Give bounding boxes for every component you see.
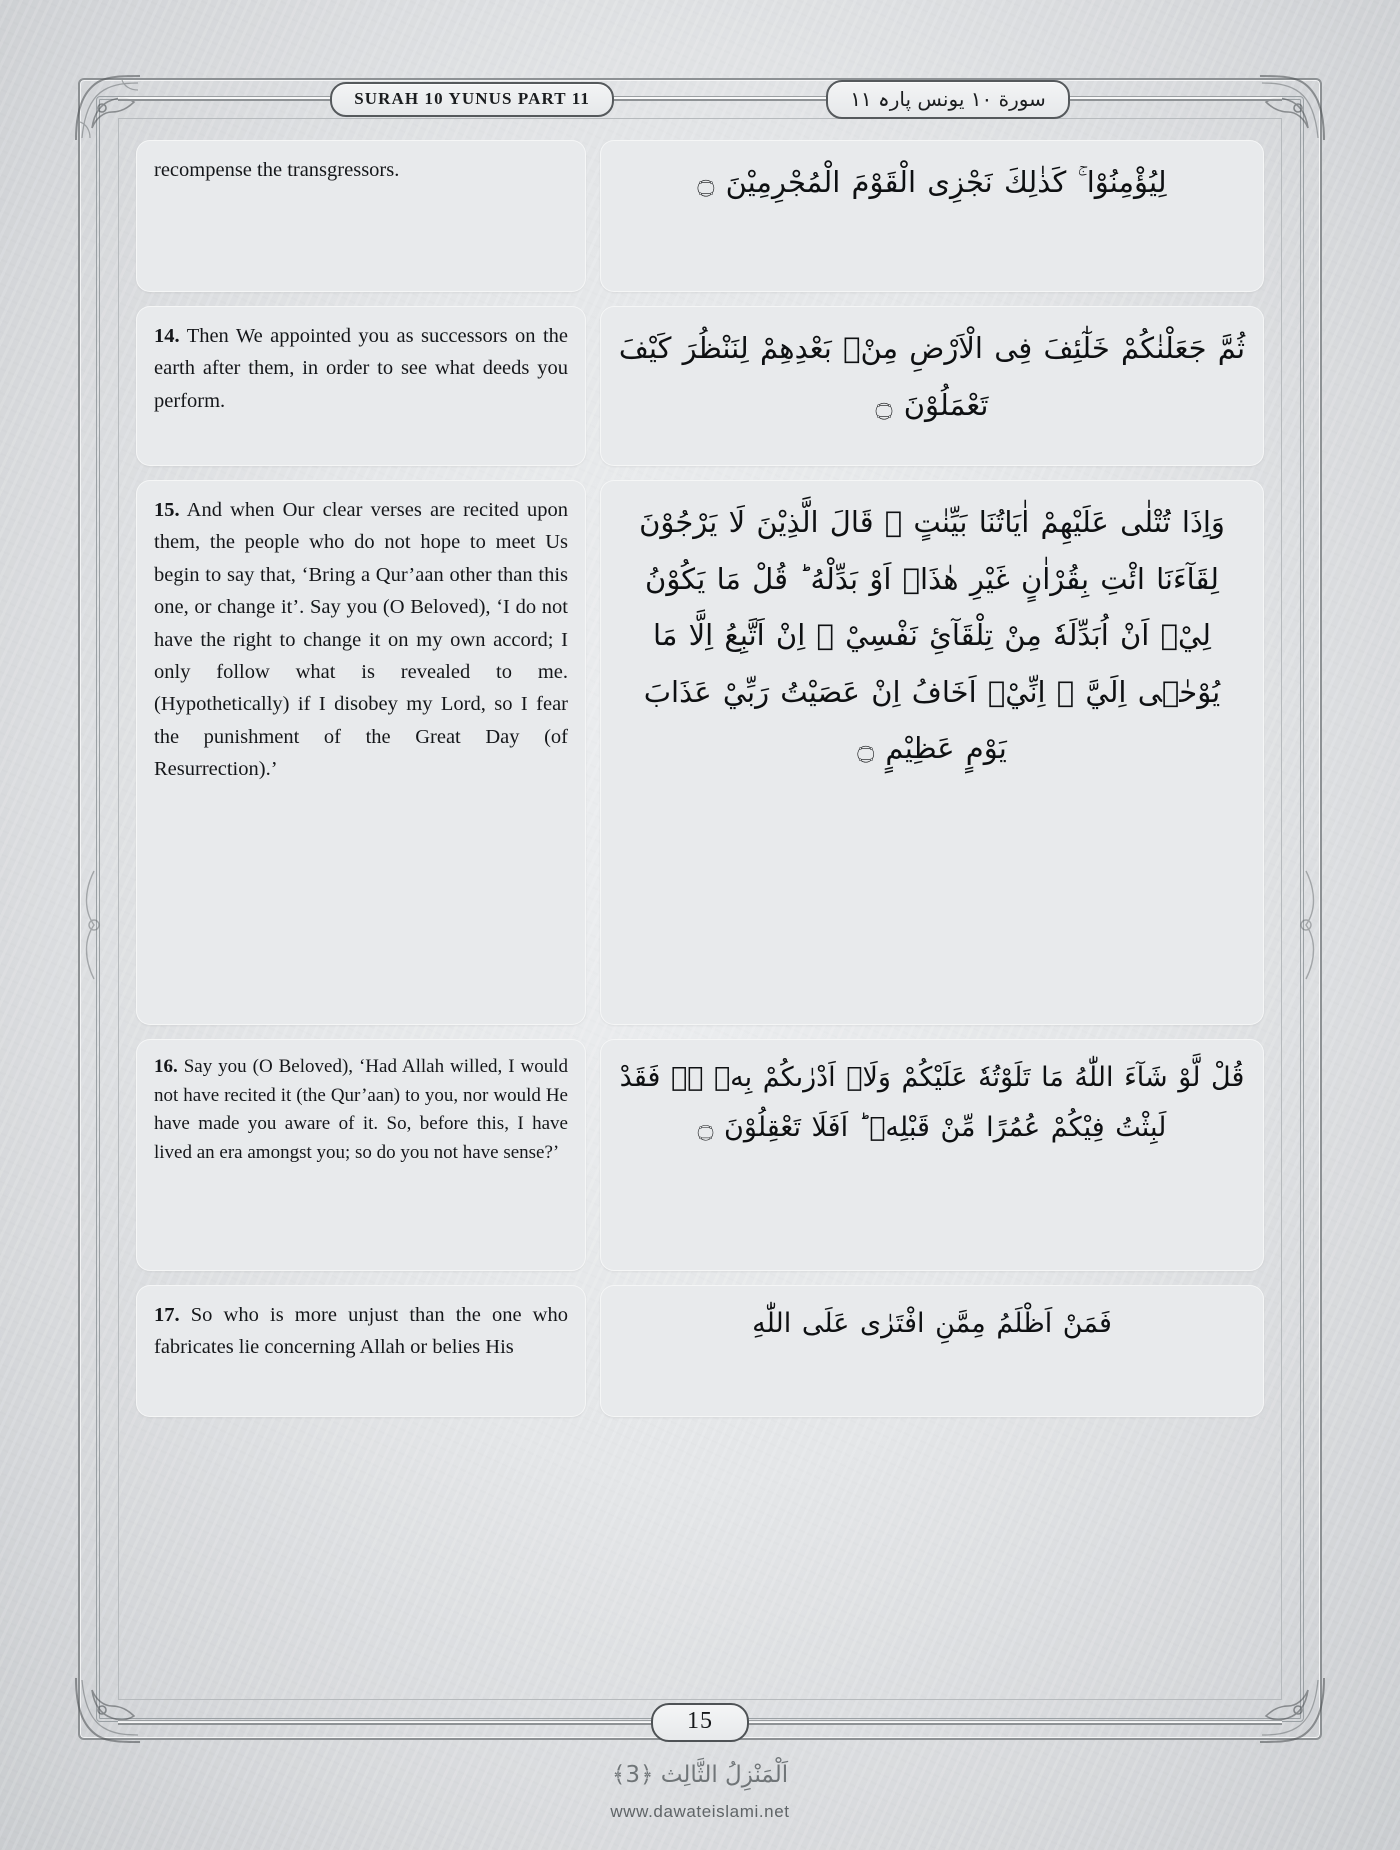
english-translation-column bbox=[136, 140, 586, 1682]
verse-body: So who is more unjust than the one who fabricates lie concerning Allah or belies His bbox=[154, 1304, 568, 1359]
website-url: www.dawateislami.net bbox=[610, 1802, 790, 1821]
arabic-verse-block bbox=[600, 480, 1264, 1025]
verse-number: 16. bbox=[154, 1056, 178, 1077]
arabic-verse-text: ثُمَّ جَعَلْنٰكُمْ خَلٰٓئِفَ فِى الْاَرْضِ مِنْۢ بَعْدِهِمْ لِنَنْظُرَ كَيْفَ تَعْمَلُوْنَ ۝ bbox=[618, 331, 1246, 422]
verse-number: 14. bbox=[154, 325, 180, 347]
english-verse-block bbox=[136, 140, 586, 292]
english-verse-block bbox=[136, 306, 586, 466]
juz-title-pill bbox=[826, 80, 1070, 119]
surah-title-text: SURAH 10 YUNUS PART 11 bbox=[354, 88, 590, 108]
arabic-verse-block bbox=[600, 306, 1264, 466]
english-verse-block bbox=[136, 1039, 586, 1271]
arabic-verse-block bbox=[600, 140, 1264, 292]
page-footer bbox=[118, 1703, 1282, 1742]
page-number: 15 bbox=[651, 1703, 749, 1742]
header-rule-center bbox=[614, 95, 826, 103]
arabic-verse-text: لِيُؤْمِنُوْا ۚ كَذٰلِكَ نَجْزِى الْقَوْمَ الْمُجْرِمِيْنَ ۝ bbox=[697, 165, 1167, 199]
english-verse-block bbox=[136, 1285, 586, 1417]
side-flourish-icon bbox=[74, 865, 114, 985]
arabic-text-column bbox=[600, 140, 1264, 1682]
arabic-verse-text: قُلْ لَّوْ شَآءَ اللّٰهُ مَا تَلَوْتُهٗ عَلَيْكُمْ وَلَاۤ اَدْرٰىكُمْ بِهٖ ۫ۖ فَقَدْ لَبِثْتُ فِيْكُمْ عُمُرًا مِّنْ قَبْلِهٖ ؕ اَفَلَا تَعْقِلُوْنَ ۝ bbox=[619, 1062, 1245, 1143]
arabic-verse-text: فَمَنْ اَظْلَمُ مِمَّنِ افْتَرٰى عَلَى اللّٰهِ bbox=[752, 1308, 1112, 1339]
surah-title-pill bbox=[330, 82, 614, 117]
footer-rule-left bbox=[118, 1719, 651, 1727]
english-verse-text bbox=[154, 320, 568, 417]
verse-body: Say you (O Beloved), ‘Had Allah willed, I would not have recited it (the Qur’aan) to you, nor would He have made you aware of it. So, before this, I have lived an era amongst you; so do you not have sense?’ bbox=[154, 1056, 569, 1163]
arabic-verse-block bbox=[600, 1039, 1264, 1271]
manzil-label-arabic: اَلْمَنْزِلُ الثَّالِث ﴿3﴾ bbox=[611, 1762, 789, 1788]
english-verse-block bbox=[136, 480, 586, 1025]
verse-body: And when Our clear verses are recited upon them, the people who do not hope to meet Us begin to say that, ‘Bring a Qur’aan other than this one, or change it’. Say you (O Beloved), ‘I do not have the right to change it on my own accord; I only follow what is revealed to me. (Hypothetically) if I disobey my Lord, so I fear the punishment of the Great Day (of Resurrection).’ bbox=[154, 499, 568, 780]
english-verse-text bbox=[154, 1299, 568, 1364]
verse-body: Then We appointed you as successors on the earth after them, in order to see what deeds you perform. bbox=[154, 325, 568, 412]
header-rule-left bbox=[118, 95, 330, 103]
verse-number: 17. bbox=[154, 1304, 180, 1326]
arabic-verse-block bbox=[600, 1285, 1264, 1417]
english-verse-text bbox=[154, 1053, 568, 1167]
page-header bbox=[118, 76, 1282, 122]
verse-number: 15. bbox=[154, 499, 180, 521]
side-flourish-icon bbox=[1286, 865, 1326, 985]
footer-rule-right bbox=[749, 1719, 1282, 1727]
header-rule-right bbox=[1070, 95, 1282, 103]
arabic-verse-text: وَاِذَا تُتْلٰى عَلَيْهِمْ اٰيَاتُنَا بَيِّنٰتٍ ۙ قَالَ الَّذِيْنَ لَا يَرْجُوْنَ لِقَآءَنَا ائْتِ بِقُرْاٰنٍ غَيْرِ هٰذَاۤ اَوْ بَدِّلْهُ ؕ قُلْ مَا يَكُوْنُ لِيْۤ اَنْ اُبَدِّلَهٗ مِنْ تِلْقَآئِ نَفْسِيْ ۚ اِنْ اَتَّبِعُ اِلَّا مَا يُوْحٰۤى اِلَيَّ ۚ اِنِّيْۤ اَخَافُ اِنْ عَصَيْتُ رَبِّيْ عَذَابَ يَوْمٍ عَظِيْمٍ ۝ bbox=[639, 505, 1225, 766]
english-verse-text: recompense the transgressors. bbox=[154, 159, 400, 181]
juz-title-text-arabic: سورة ۱۰ يونس پارہ ۱۱ bbox=[850, 86, 1046, 111]
english-verse-text bbox=[154, 494, 568, 785]
verse-grid bbox=[136, 140, 1264, 1682]
